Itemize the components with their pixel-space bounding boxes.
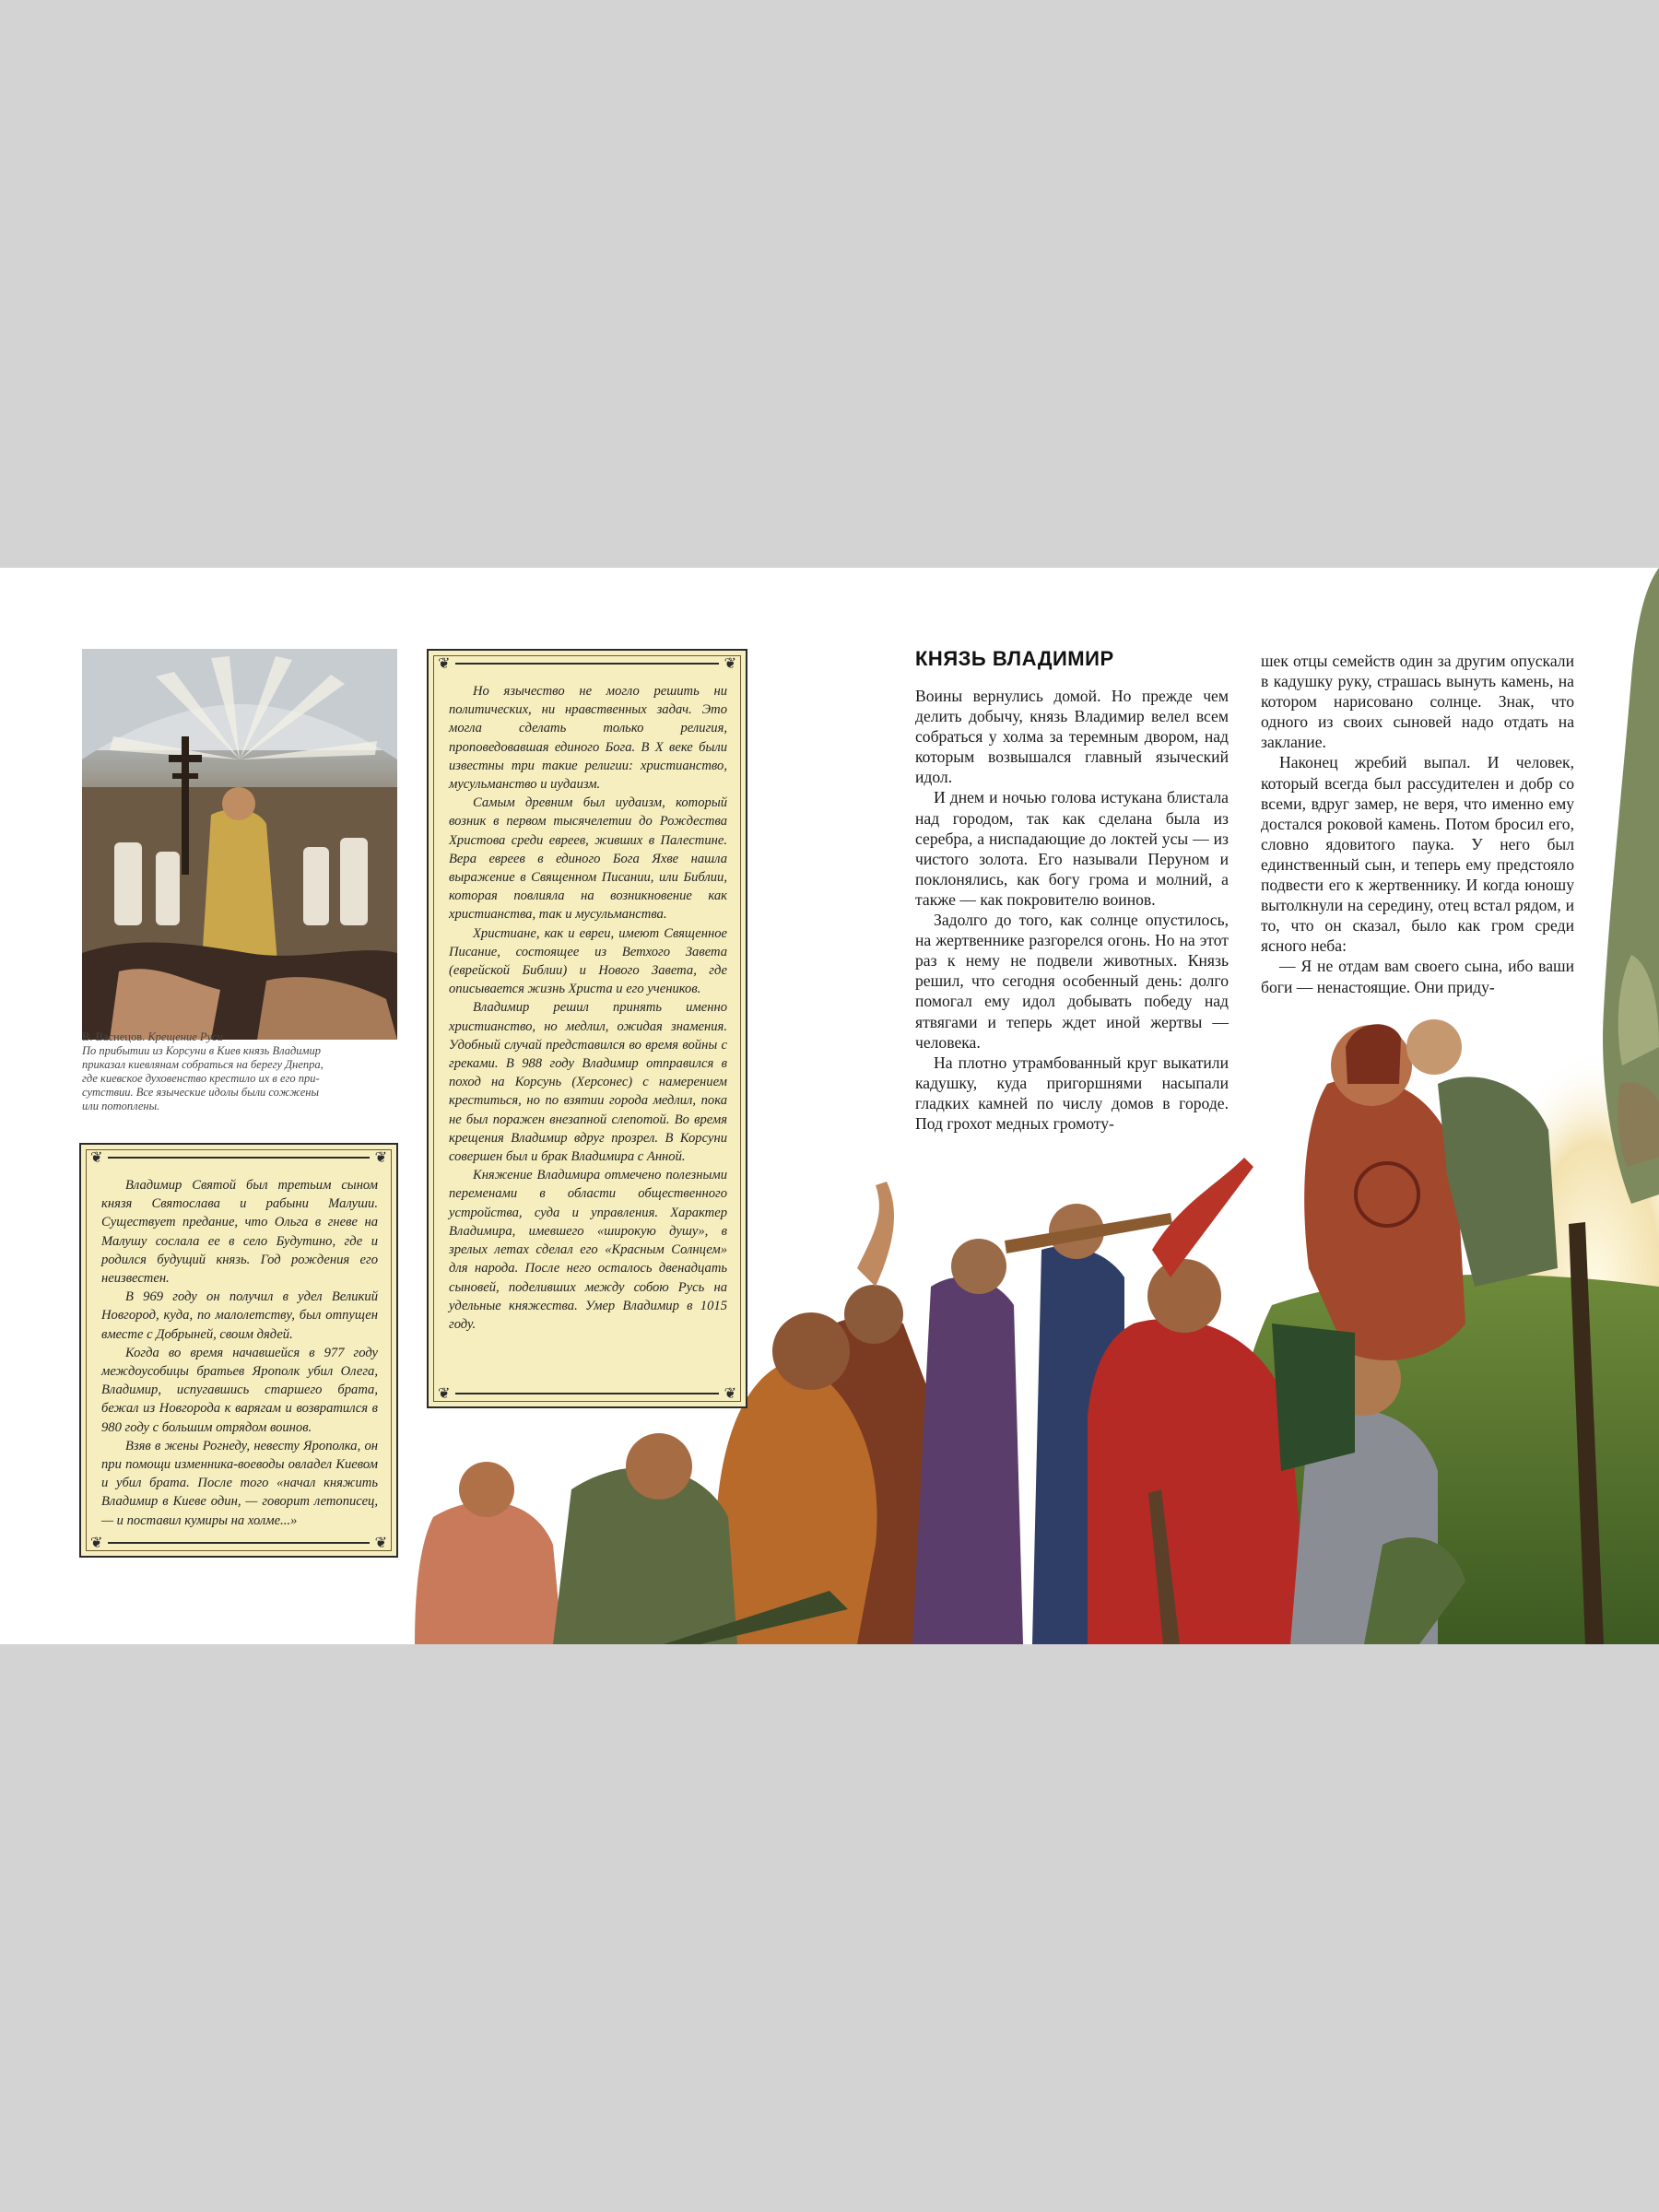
caption-line: где киевское духовенство крестило их в его при- — [82, 1072, 320, 1085]
paragraph: Владимир Святой был третьим сыном князя Святослава и рабыни Малуши. Существует предание, что Ольга в гневе на Малушу сослала ее в село Будутино, где и родился будущий князь. Год рождения его неизвестен. — [101, 1178, 378, 1287]
ornament-bottom — [90, 1534, 387, 1552]
paragraph: На плотно утрамбованный круг выкатили кадушку, куда пригоршнями насыпали гладких камней по числу домов в городе. Под грохот медных громоту- — [915, 1053, 1229, 1133]
scroll-ornament-icon: ❦ — [724, 1384, 736, 1402]
scroll-ornament-icon: ❦ — [90, 1148, 103, 1166]
scroll-ornament-icon: ❦ — [438, 654, 451, 672]
paragraph: Когда во время начавшейся в 977 году междоусобицы братьев Ярополк убил Олега, Владимир, испугавшись старшего брата, бежал из Новгорода к варягам и возвратился в 980 году с большим отрядом воинов. — [101, 1345, 378, 1435]
paragraph: Задолго до того, как солнце опустилось, на жертвеннике разгорелся огонь. Но на этот раз к нему не подвели животных. Князь решил, что сегодня особенный день: долго помогал ему идол добывать победу над ятвягами и теперь ждет иной жертвы — человека. — [915, 911, 1229, 1052]
caption-line: приказал киевлянам собраться на берегу Днепра, — [82, 1058, 324, 1071]
sidebar-box-religion — [427, 649, 747, 1408]
paragraph: Христиане, как и евреи, имеют Священное Писание, состоящее из Ветхого Завета (еврейской Библии) и Нового Завета, где описывается жизнь Христа и его учеников. — [449, 925, 727, 997]
fresco-caption — [82, 1030, 397, 1113]
paragraph: Наконец жребий выпал. И человек, который всегда был рассудителен и добр со всеми, вдруг замер, не веря, что именно ему достался роковой камень. Потом бросил его, словно ядовитого паука. У него был единственный сын, и теперь ему предстояло подвести его к жертвеннику. И когда юношу вытолкнули на середину, отец встал рядом, и то, что он сказал, было как гром среди ясного неба: — [1261, 753, 1574, 956]
caption-line: или потоплены. — [82, 1100, 160, 1112]
fresco-baptism-of-rus-image — [82, 649, 397, 1040]
paragraph: Княжение Владимира отмечено полезными переменами в области общественного устройства, суда и управления. Характер Владимира, имевшего «широкую душу», в зрелых летах сделал его «Красным Солнцем» для народа. После него осталось двенадцать сыновей, поделивших между собою Русь на удельные княжества. Умер Владимир в 1015 году. — [449, 1168, 727, 1332]
paragraph: шек отцы семейств один за другим опускали в кадушку руку, страшась вынуть камень, на котором нарисовано солнце. Знак, что одного из своих сыновей надо отдать на заклание. — [1261, 652, 1574, 752]
caption-author: В. Васнецов. — [82, 1030, 146, 1043]
ornament-top — [90, 1148, 387, 1167]
article-heading: КНЯЗЬ ВЛАДИМИР — [915, 647, 1114, 670]
ornament-top — [438, 654, 736, 673]
paragraph: И днем и ночью голова истукана блистала над городом, так как сделана была из серебра, а ниспадающие до локтей усы — из чистого золота. Его называли Перуном и поклонялись, как богу грома и молний, а также — как покровителю воинов. — [915, 788, 1229, 909]
scroll-ornament-icon: ❦ — [374, 1534, 387, 1551]
paragraph: Но язычество не могло решить ни политических, ни нравственных задач. Это могла сделать только религия, проповедовавшая единого Бога. В X веке были известны три такие религии: христианство, мусульманство и иудаизм. — [449, 684, 727, 793]
paragraph: Воины вернулись домой. Но прежде чем делить добычу, князь Владимир велел всем собраться у холма за теремным двором, над которым возвышался главный языческий идол. — [915, 687, 1229, 787]
scroll-ornament-icon: ❦ — [374, 1148, 387, 1166]
book-spread — [0, 568, 1659, 1644]
paragraph: Владимир решил принять именно христианство, но медлил, ожидая знамения. Удобный случай представился во время войны с греками. В 988 году Владимир отправился в поход на Корсунь (Херсонес) с намерением креститься, но по взятии города медлил, пока не был поражен внезапной слепотой. Во время крещения Владимир вдруг прозрел. В Корсуни совершен был и брак Владимира с Анной. — [449, 1000, 727, 1165]
caption-title: Крещение Руси — [147, 1030, 223, 1043]
paragraph: Взяв в жены Рогнеду, невесту Ярополка, он при помощи изменника-воеводы овладел Киевом и убил брата. После того «начал княжить Владимир в Киеве один, — говорит летописец, — и поставил кумиры на холме...» — [101, 1438, 378, 1528]
article-column-2 — [1261, 651, 1574, 997]
scroll-ornament-icon: ❦ — [724, 654, 736, 672]
paragraph: В 969 году он получил в удел Великий Новгород, куда, по малолетству, был отпущен вместе с Добрыней, своим дядей. — [101, 1289, 378, 1342]
caption-line: сутствии. Все языческие идолы были сожжены — [82, 1086, 319, 1099]
paragraph: — Я не отдам вам своего сына, ибо ваши боги — ненастоящие. Они приду- — [1261, 957, 1574, 996]
paragraph: Самым древним был иудаизм, который возник в первом тысячелетии до Рождества Христова среди евреев, живших в Палестине. Вера евреев в единого Бога Яхве нашла выражение в Священном Писании, или Библии, которая повлияла на возникновение как христианства, так и мусульманства. — [449, 795, 727, 923]
article-column-1 — [915, 686, 1229, 1134]
ornament-bottom — [438, 1384, 736, 1403]
caption-line: По прибытии из Корсуни в Киев князь Владимир — [82, 1044, 322, 1057]
caption-credit — [82, 1030, 397, 1044]
scroll-ornament-icon: ❦ — [90, 1534, 103, 1551]
sidebar-box-biography — [79, 1143, 398, 1558]
scroll-ornament-icon: ❦ — [438, 1384, 451, 1402]
